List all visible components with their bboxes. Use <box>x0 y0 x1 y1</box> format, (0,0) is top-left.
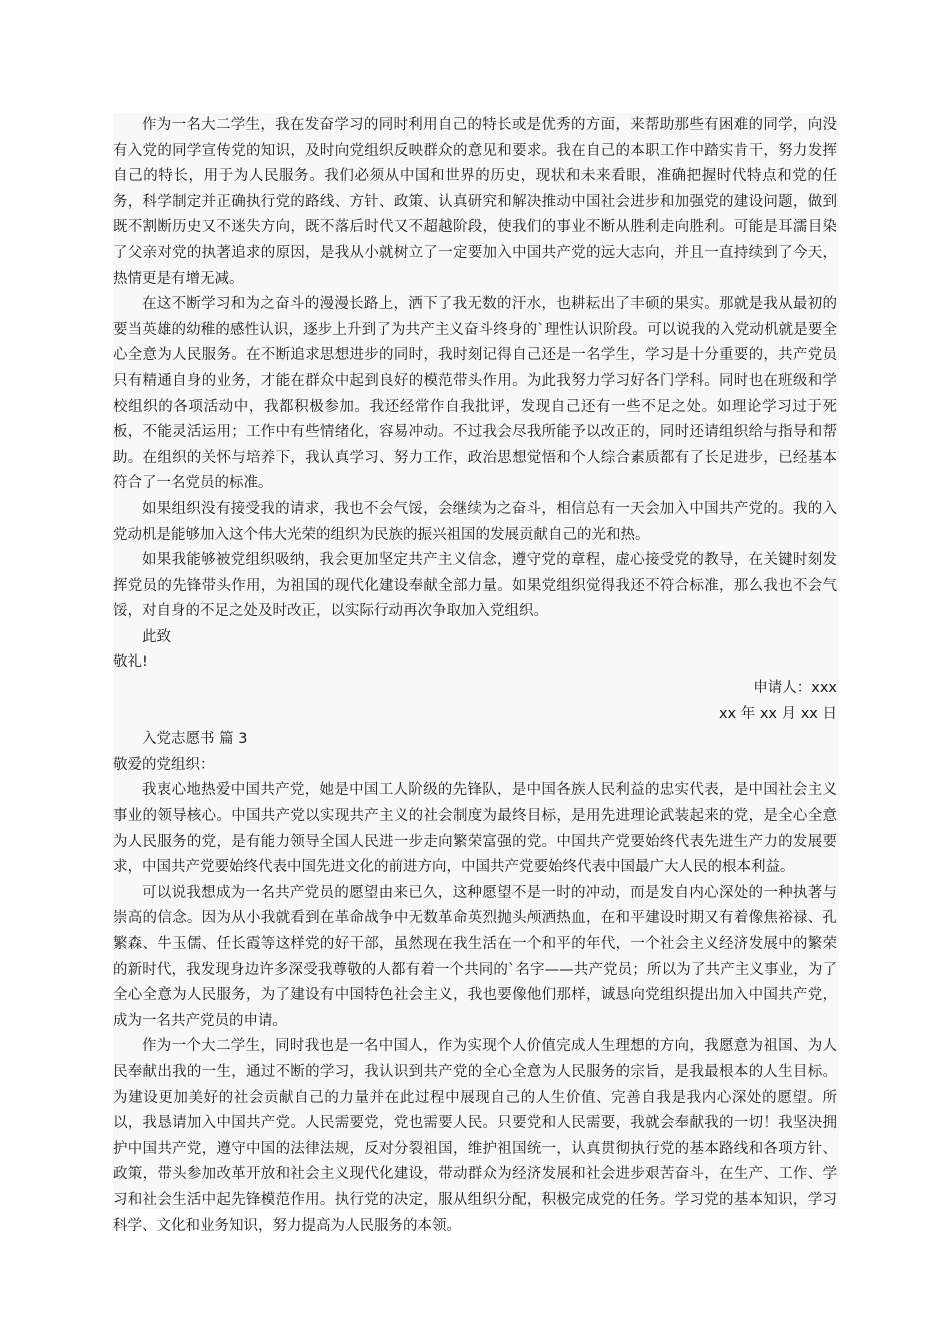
document-body <box>113 113 837 1239</box>
section3-paragraph-3: 作为一个大二学生，同时我也是一名中国人，作为实现个人价值完成人生理想的方向，我愿意为祖国、为人民奉献出我的一生，通过不断的学习，我认识到共产党的全心全意为人民服务的宗旨，是我最根本的人生目标。为建设更加美好的社会贡献自己的力量并在此过程中展现自己的人生价值、完善自我是我内心深处的愿望。所以，我恳请加入中国共产党。人民需要党，党也需要人民。只要党和人民需要，我就会奉献我的一切！我坚决拥护中国共产党，遵守中国的法律法规，反对分裂祖国，维护祖国统一，认真贯彻执行党的基本路线和各项方针、政策，带头参加改革开放和社会主义现代化建设，带动群众为经济发展和社会进步艰苦奋斗，在生产、工作、学习和社会生活中起先锋模范作用。执行党的决定，服从组织分配，积极完成党的任务。学习党的基本知识，学习科学、文化和业务知识，努力提高为人民服务的本领。 <box>113 1038 837 1234</box>
paragraph-1: 作为一名大二学生，我在发奋学习的同时利用自己的特长或是优秀的方面，来帮助那些有困难的同学，向没有入党的同学宣传党的知识，及时向党组织反映群众的意见和要求。我在自己的本职工作中踏实肯干，努力发挥自己的特长，用于为人民服务。我们必须从中国和世界的历史，现状和未来看眼，准确把握时代特点和党的任务，科学制定并正确执行党的路线、方针、政策、认真研究和解决推动中国社会进步和加强党的建设问题，做到既不割断历史又不迷失方向，既不落后时代又不超越阶段，使我们的事业不断从胜利走向胜利。可能是耳濡目染了父亲对党的执著追求的原因，是我从小就树立了一定要加入中国共产党的远大志向，并且一直持续到了今天，热情更是有增无减。 <box>113 117 837 287</box>
closing-regards: 敬礼! <box>113 654 148 671</box>
applicant-signature: 申请人：xxx <box>753 680 837 697</box>
section3-paragraph-2: 可以说我想成为一名共产党员的愿望由来已久，这种愿望不是一时的冲动，而是发自内心深处的一种执著与崇高的信念。因为从小我就看到在革命战争中无数革命英烈抛头颅洒热血，在和平建设时期又有着像焦裕禄、孔繁森、牛玉儒、任长霞等这样党的好干部，虽然现在我生活在一个和平的年代，一个社会主义经济发展中的繁荣的新时代，我发现身边许多深受我尊敬的人都有着一个共同的`名字——共产党员；所以为了共产主义事业，为了全心全意为人民服务，为了建设有中国特色社会主义，我也要像他们那样，诚恳向党组织提出加入中国共产党，成为一名共产党员的申请。 <box>113 884 837 1029</box>
greeting: 敬爱的党组织： <box>113 756 215 773</box>
paragraph-3: 如果组织没有接受我的请求，我也不会气馁，会继续为之奋斗，相信总有一天会加入中国共产党的。我的入党动机是能够加入这个伟大光荣的组织为民族的振兴祖国的发展贡献自己的光和热。 <box>113 500 837 543</box>
section3-paragraph-1: 我衷心地热爱中国共产党，她是中国工人阶级的先锋队，是中国各族人民利益的忠实代表，是中国社会主义事业的领导核心。中国共产党以实现共产主义的社会制度为最终目标，是用先进理论武装起来的党，是全心全意为人民服务的党，是有能力领导全国人民进一步走向繁荣富强的党。中国共产党要始终代表先进生产力的发展要求，中国共产党要始终代表中国先进文化的前进方向，中国共产党要始终代表中国最广大人民的根本利益。 <box>113 782 837 876</box>
closing-salute: 此致 <box>142 628 171 645</box>
paragraph-4: 如果我能够被党组织吸纳，我会更加坚定共产主义信念，遵守党的章程，虚心接受党的教导，在关键时刻发挥党员的先锋带头作用，为祖国的现代化建设奉献全部力量。如果党组织觉得我还不符合标准，那么我也不会气馁，对自身的不足之处及时改正，以实际行动再次争取加入党组织。 <box>113 552 837 620</box>
section-title: 入党志愿书 篇 3 <box>142 731 248 748</box>
application-date: xx 年 xx 月 xx 日 <box>718 705 837 722</box>
paragraph-2: 在这不断学习和为之奋斗的漫漫长路上，洒下了我无数的汗水，也耕耘出了丰硕的果实。那就是我从最初的要当英雄的幼稚的感性认识，逐步上升到了为共产主义奋斗终身的`理性认识阶段。可以说我的入党动机就是要全心全意为人民服务。在不断追求思想进步的同时，我时刻记得自己还是一名学生，学习是十分重要的，共产党员只有精通自身的业务，才能在群众中起到良好的模范带头作用。为此我努力学习好各门学科。同时也在班级和学校组织的各项活动中，我都积极参加。我还经常作自我批评，发现自己还有一些不足之处。如理论学习过于死板，不能灵活运用；工作中有些情绪化，容易冲动。不过我会尽我所能予以改正的，同时还请组织给与指导和帮助。在组织的关怀与培养下，我认真学习、努力工作，政治思想觉悟和个人综合素质都有了长足进步，已经基本符合了一名党员的标准。 <box>113 296 837 492</box>
